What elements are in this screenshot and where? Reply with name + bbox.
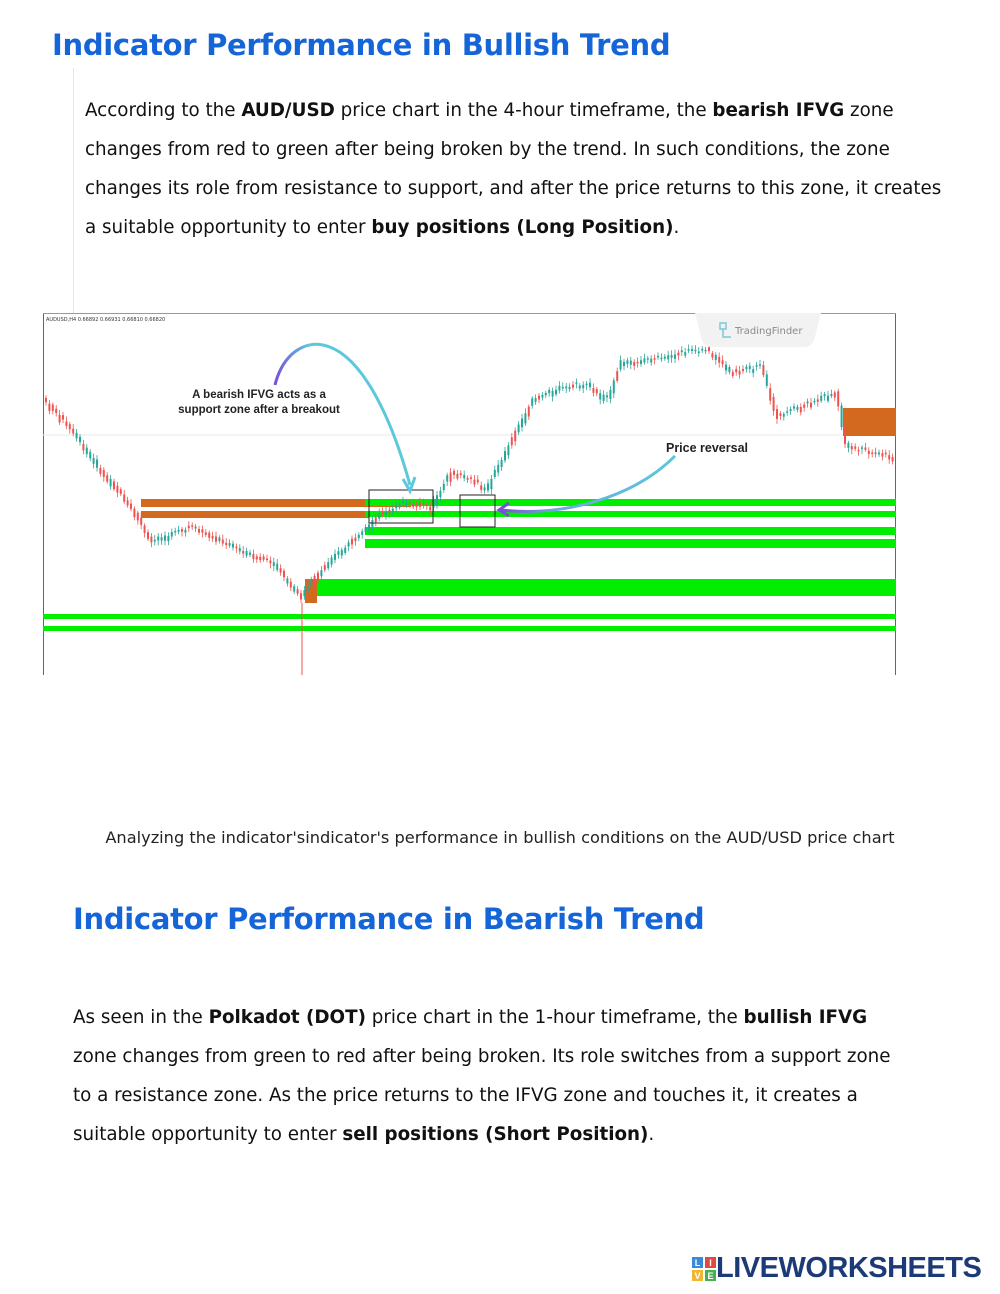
candle-body (684, 352, 686, 355)
candle-body (422, 503, 424, 505)
candle-body (171, 532, 173, 536)
candle-body (711, 353, 713, 357)
candle-body (586, 384, 588, 386)
candle-body (62, 415, 64, 419)
candle-body (133, 509, 135, 517)
zone-rect (365, 511, 896, 517)
candle-body (705, 350, 707, 352)
candle-body (235, 547, 237, 549)
candle-body (487, 483, 489, 490)
candle-body (759, 364, 761, 366)
candle-body (824, 394, 826, 396)
candle-body (817, 399, 819, 401)
candle-body (416, 504, 418, 507)
candle-body (385, 512, 387, 515)
candle-body (749, 366, 751, 369)
candle-body (263, 556, 265, 559)
candle-body (286, 579, 288, 584)
text-run: zone changes from green to red after being broken. Its role switches from a support zone to a resistance zone. As the price returns to the IFVG zone and touches it, it creates a suitable opportunity to enter (73, 1046, 891, 1145)
candle-body (511, 437, 513, 445)
candle-body (181, 529, 183, 532)
candle-body (96, 459, 98, 467)
candle-body (127, 500, 129, 505)
candle-body (375, 517, 377, 522)
candle-body (735, 369, 737, 372)
candle-body (225, 543, 227, 545)
text-run: As seen in the (73, 1007, 209, 1028)
candle-body (324, 565, 326, 570)
svg-text:V: V (694, 1270, 701, 1281)
candle-body (633, 362, 635, 366)
candle-body (174, 531, 176, 533)
candle-body (303, 590, 305, 596)
annotation-label: Price reversal (665, 441, 749, 455)
candle-body (592, 388, 594, 393)
candle-body (613, 380, 615, 393)
candle-body (769, 388, 771, 400)
candle-body (269, 560, 271, 563)
candle-body (317, 573, 319, 581)
candle-body (793, 406, 795, 408)
candle-body (851, 446, 853, 449)
candle-body (72, 429, 74, 434)
candle-body (52, 405, 54, 411)
candle-body (606, 395, 608, 397)
candle-body (184, 530, 186, 533)
text-run: price chart in the 4-hour timeframe, the (334, 100, 713, 121)
zone-rect (311, 579, 896, 596)
liveworksheets-logo (692, 1252, 981, 1285)
candle-body (470, 477, 472, 479)
candle-body (623, 362, 625, 366)
bold-run: Polkadot (DOT) (208, 1007, 366, 1028)
candle-body (864, 448, 866, 450)
candle-body (783, 414, 785, 417)
candle-body (89, 452, 91, 459)
candle-body (297, 589, 299, 593)
candle-body (337, 551, 339, 555)
candle-body (232, 544, 234, 548)
candle-body (810, 403, 812, 408)
svg-text:I: I (709, 1257, 712, 1268)
candle-body (671, 355, 673, 358)
candle-body (892, 457, 894, 461)
candle-body (120, 489, 122, 494)
candle-body (507, 445, 509, 455)
candle-body (756, 365, 758, 367)
candle-body (218, 537, 220, 540)
candle-body (59, 415, 61, 422)
candle-body (579, 386, 581, 389)
candle-body (144, 525, 146, 532)
candle-body (589, 383, 591, 388)
candle-body (715, 355, 717, 360)
candle-body (609, 390, 611, 399)
candle-body (137, 513, 139, 521)
zone-rect (365, 527, 896, 535)
candle-body (164, 535, 166, 540)
candle-body (327, 562, 329, 568)
candle-body (463, 475, 465, 478)
candle-body (283, 571, 285, 577)
zone-rect (43, 626, 896, 631)
candle-body (368, 524, 370, 530)
chart-header: AUDUSD,H4 0.66892 0.66931 0.66810 0.66820 (46, 317, 166, 323)
candle-body (344, 548, 346, 553)
candle-body (273, 562, 275, 566)
candle-body (331, 558, 333, 565)
candle-body (348, 542, 350, 546)
candle-body (395, 505, 397, 508)
candle-body (426, 505, 428, 507)
text-run: . (648, 1124, 655, 1145)
candle-body (701, 349, 703, 351)
candle-body (140, 518, 142, 525)
candle-body (310, 580, 312, 585)
candle-body (694, 350, 696, 352)
candle-body (436, 495, 438, 504)
candle-body (752, 369, 754, 373)
candle-body (807, 402, 809, 404)
bold-run: bearish IFVG (712, 100, 845, 121)
annotation-label: support zone after a breakout (178, 404, 340, 416)
candle-body (341, 550, 343, 556)
zone-rect (141, 511, 369, 518)
candle-body (494, 470, 496, 477)
candle-body (106, 475, 108, 481)
candle-body (123, 494, 125, 501)
candle-body (657, 356, 659, 358)
candle-body (161, 537, 163, 540)
candle-body (745, 367, 747, 370)
candle-body (640, 360, 642, 364)
candle-body (796, 407, 798, 410)
candle-body (103, 470, 105, 477)
candle-body (555, 390, 557, 395)
candle-body (674, 354, 676, 358)
candle-body (314, 576, 316, 583)
candle-body (885, 453, 887, 455)
candle-body (779, 413, 781, 416)
candle-body (45, 398, 47, 402)
candle-body (524, 413, 526, 423)
candle-body (460, 473, 462, 475)
candle-body (55, 409, 57, 413)
candle-body (878, 453, 880, 455)
candle-body (246, 551, 248, 556)
candle-body (664, 357, 666, 359)
candle-body (259, 557, 261, 560)
candle-body (205, 532, 207, 535)
candle-body (620, 360, 622, 369)
candle-body (773, 397, 775, 411)
candle-body (888, 455, 890, 459)
candle-body (691, 349, 693, 351)
candle-body (266, 559, 268, 561)
candle-body (82, 444, 84, 450)
candle-body (453, 471, 455, 475)
candle-body (150, 537, 152, 543)
candle-body (409, 503, 411, 505)
candle-body (198, 529, 200, 533)
candle-body (541, 395, 543, 398)
candle-body (354, 538, 356, 541)
candle-body (643, 358, 645, 362)
candle-body (616, 371, 618, 381)
candle-body (739, 371, 741, 375)
candle-body (388, 510, 390, 513)
candle-body (837, 391, 839, 406)
paragraph-bearish (73, 998, 913, 1154)
candle-body (841, 406, 843, 428)
candle-body (212, 536, 214, 539)
candle-body (361, 531, 363, 534)
candle-body (334, 554, 336, 560)
candle-body (480, 485, 482, 490)
candle-body (820, 396, 822, 401)
candle-body (484, 487, 486, 490)
candle-body (681, 350, 683, 352)
candle-body (722, 360, 724, 364)
candle-body (677, 353, 679, 356)
candle-body (803, 405, 805, 408)
candle-body (545, 393, 547, 395)
candle-body (402, 500, 404, 502)
candle-body (239, 548, 241, 551)
logo-wordmark: LIVEWORKSHEETS (716, 1252, 982, 1284)
zone-rect (843, 408, 896, 436)
candle-body (875, 452, 877, 454)
candle-body (531, 398, 533, 405)
candle-body (167, 536, 169, 541)
candle-body (147, 532, 149, 539)
candle-body (65, 422, 67, 426)
candle-body (688, 349, 690, 351)
candle-body (569, 387, 571, 389)
candle-body (351, 539, 353, 545)
candle-body (76, 433, 78, 439)
candle-body (518, 425, 520, 433)
candle-body (844, 424, 846, 444)
candle-body (647, 358, 649, 360)
figure-caption: Analyzing the indicator'sindicator's performance in bullish conditions on the AUD/USD price chart (105, 828, 895, 847)
candle-body (596, 389, 598, 393)
candle-body (252, 554, 254, 559)
candle-body (854, 446, 856, 448)
candle-body (130, 504, 132, 509)
candle-body (300, 593, 302, 599)
candle-body (382, 512, 384, 515)
candle-body (378, 513, 380, 519)
candle-body (830, 394, 832, 396)
candle-body (113, 481, 115, 489)
candle-body (69, 424, 71, 429)
candle-body (654, 358, 656, 360)
candle-body (467, 478, 469, 480)
zone-rect (365, 499, 896, 506)
candle-body (813, 401, 815, 403)
text-run: zone changes from red to green after being broken by the trend. In such conditions, the zone changes its role from resistance to support, and after the price returns to this zone, it creates a suitable opportunity to enter (85, 100, 942, 238)
candle-body (307, 585, 309, 591)
zone-rect (365, 539, 896, 548)
candle-body (429, 506, 431, 510)
candle-body (86, 448, 88, 455)
candle-body (847, 443, 849, 448)
candle-body (280, 568, 282, 572)
candle-body (660, 358, 662, 360)
candle-body (290, 582, 292, 588)
candle-body (827, 396, 829, 401)
candle-body (732, 372, 734, 376)
candle-body (473, 480, 475, 485)
candle-body (562, 387, 564, 389)
bold-run: buy positions (Long Position) (371, 217, 674, 238)
section-title-bullish: Indicator Performance in Bullish Trend (52, 28, 671, 62)
candle-body (490, 479, 492, 489)
candle-body (249, 553, 251, 555)
candle-body (157, 537, 159, 541)
text-run: . (673, 217, 680, 238)
candle-body (718, 357, 720, 363)
quote-border (73, 68, 74, 318)
candle-body (603, 395, 605, 401)
candle-body (48, 404, 50, 411)
svg-text:E: E (707, 1270, 714, 1281)
candle-body (208, 533, 210, 538)
candle-body (548, 390, 550, 393)
candle-body (858, 450, 860, 452)
candle-body (558, 386, 560, 391)
candle-body (446, 475, 448, 481)
candle-body (575, 382, 577, 384)
candle-body (256, 556, 258, 559)
candle-body (504, 451, 506, 460)
candle-body (766, 374, 768, 385)
candle-body (358, 535, 360, 538)
candle-body (201, 529, 203, 533)
candle-body (572, 385, 574, 388)
watermark-text: TradingFinder (735, 326, 803, 337)
candle-body (868, 451, 870, 454)
annotation-label: A bearish IFVG acts as a (192, 389, 326, 401)
candle-body (497, 465, 499, 473)
candle-body (365, 528, 367, 532)
candle-body (178, 530, 180, 532)
candle-body (834, 392, 836, 397)
candle-body (450, 473, 452, 482)
candle-body (191, 525, 193, 527)
candle-body (188, 526, 190, 528)
text-run: According to the (85, 100, 242, 121)
candle-body (392, 509, 394, 512)
candle-body (708, 347, 710, 351)
candle-body (195, 527, 197, 529)
candle-body (154, 540, 156, 542)
candle-body (552, 391, 554, 397)
candle-body (762, 365, 764, 375)
candle-body (405, 503, 407, 506)
candle-body (776, 409, 778, 419)
candle-body (528, 407, 530, 417)
section-title-bearish: Indicator Performance in Bearish Trend (73, 902, 705, 936)
candle-body (535, 398, 537, 402)
candle-body (790, 409, 792, 411)
candle-body (861, 447, 863, 449)
candle-body (871, 452, 873, 454)
candle-body (242, 551, 244, 554)
candle-body (800, 407, 802, 412)
candle-body (110, 479, 112, 486)
bold-run: AUD/USD (241, 100, 335, 121)
candle-body (742, 369, 744, 371)
audusd-chart-image (43, 313, 896, 675)
candle-body (99, 468, 101, 474)
candle-body (399, 503, 401, 507)
candle-body (320, 570, 322, 576)
candle-body (276, 564, 278, 570)
text-run: price chart in the 1-hour timeframe, the (365, 1007, 744, 1028)
candle-body (79, 437, 81, 442)
bold-run: bullish IFVG (743, 1007, 868, 1028)
bold-run: sell positions (Short Position) (342, 1124, 649, 1145)
candle-body (229, 543, 231, 546)
svg-text:L: L (694, 1257, 701, 1268)
candle-body (538, 396, 540, 400)
candle-body (521, 419, 523, 428)
zone-rect (43, 614, 896, 619)
candle-body (565, 387, 567, 389)
candle-body (456, 474, 458, 479)
candle-body (514, 431, 516, 441)
candle-body (630, 361, 632, 365)
candle-body (412, 503, 414, 506)
candle-body (725, 365, 727, 371)
candle-body (439, 491, 441, 497)
paragraph-bullish (85, 91, 945, 247)
candle-body (637, 362, 639, 364)
candle-body (93, 458, 95, 464)
candle-body (443, 484, 445, 490)
candle-body (599, 393, 601, 399)
candle-body (116, 486, 118, 493)
liveworksheets-logo-icon (692, 1257, 716, 1281)
candle-body (293, 586, 295, 591)
candle-body (786, 411, 788, 413)
candle-body (477, 480, 479, 483)
candle-body (881, 453, 883, 457)
candle-body (698, 352, 700, 354)
candle-body (650, 359, 652, 363)
candle-body (419, 503, 421, 507)
candle-body (582, 385, 584, 388)
candle-body (501, 460, 503, 467)
candle-body (667, 355, 669, 359)
candle-body (215, 536, 217, 541)
candle-body (626, 360, 628, 364)
candle-body (222, 540, 224, 544)
candle-body (728, 367, 730, 372)
